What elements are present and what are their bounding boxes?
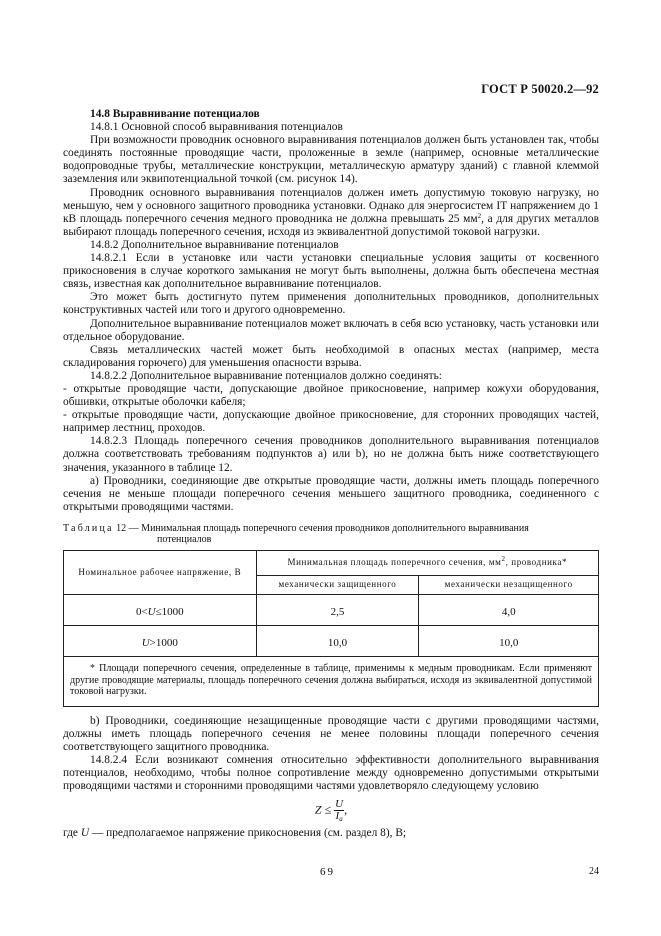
paragraph: а) Проводники, соединяющие две открытые проводящие части, должны иметь площадь поперечного сечения не меньше площади поперечного сечения меньшего защитного проводника, соединенного с открытыми проводящими частями.	[63, 474, 599, 513]
table-caption-line-2: потенциалов	[157, 534, 212, 546]
formula-denominator	[334, 811, 344, 822]
standard-header: ГОСТ Р 50020.2—92	[481, 82, 599, 96]
header-text: , проводника*	[505, 557, 568, 568]
list-item: - открытые проводящие части, допускающие двойное прикосновение, например кожухи оборудования, обшивки, открытые оболочки кабеля;	[63, 382, 599, 409]
cell-protected: 2,5	[256, 594, 419, 625]
voltage-suffix: ≤1000	[155, 605, 184, 618]
cell-voltage	[64, 594, 257, 625]
header-voltage: Номинальное рабочее напряжение, В	[64, 550, 257, 594]
voltage-symbol: U	[141, 636, 150, 649]
section-title: 14.8 Выравнивание потенциалов	[90, 108, 260, 120]
paragraph: Это может быть достигнуто путем применения дополнительных проводников, дополнительных конструктивных частей или того и другого одновременно.	[63, 291, 599, 317]
table-caption-line	[63, 523, 599, 535]
table-12	[63, 550, 599, 707]
voltage-symbol: U	[147, 605, 156, 618]
table-note	[64, 656, 599, 706]
subsection-14-8-2: 14.8.2 Дополнительное выравнивание потенциалов	[90, 238, 339, 251]
paragraph: При возможности проводник основного выравнивания потенциалов должен быть установлен так, чтобы соединять постоянные проводящие части, проложенные в земле (например, основные металлические водопроводные трубы, металлические конструкции, металлическую арматуру зданий) с главной клеммой заземления или эквипотенциальной точкой (см. рисунок 14).	[63, 134, 599, 186]
header-text: Минимальная площадь поперечного сечения, мм	[287, 557, 502, 568]
note-text: * Площади поперечного сечения, определенные в таблице, применимы к медным проводникам. Если применяют другие проводящие материалы, площадь поперечного сечения должна выбираться, исходя из эквивалентной допустимой токовой нагрузки.	[70, 662, 592, 698]
formula-den-var: I	[335, 810, 340, 823]
paragraph: 14.8.2.4 Если возникают сомнения относительно эффективности дополнительного выравнивания потенциалов, необходимо, чтобы полное сопротивление между одновременно допустимыми открытыми проводящими частями и сторонними проводящими частями удовлетворяло следующему условию	[63, 753, 599, 793]
superscript: 2	[501, 555, 506, 564]
paragraph: Связь металлических частей может быть необходимой в опасных местах (например, места складирования горючего) для уменьшения опасности взрыва.	[63, 343, 599, 369]
where-prefix: где	[63, 827, 81, 840]
page-number-center: 69	[320, 866, 335, 878]
formula-comma: ,	[344, 802, 348, 817]
formula-numerator: U	[335, 798, 344, 811]
voltage-prefix: 0<	[135, 605, 148, 618]
document-body	[63, 108, 599, 840]
cell-unprotected: 4,0	[419, 594, 599, 625]
formula	[63, 799, 599, 825]
table-title: 12 — Минимальная площадь поперечного сечения проводников дополнительного выравнивания	[113, 522, 529, 534]
paragraph: b) Проводники, соединяющие незащищенные проводящие части с другими проводящими частями, должны иметь площадь поперечного сечения не менее половины площади поперечного сечения соответствующего защитного проводника.	[63, 714, 599, 753]
paragraph: 14.8.2.1 Если в установке или части установки специальные условия защиты от косвенного прикосновения в случае короткого замыкания не могут быть выполнены, должна быть обеспечена местная связь, известная как дополнительное выравнивание потенциалов.	[63, 252, 599, 291]
subsection-14-8-1: 14.8.1 Основной способ выравнивания потенциалов	[90, 121, 343, 134]
formula-den-sub: a	[339, 815, 343, 824]
header-min-section	[256, 550, 598, 575]
voltage-suffix: >1000	[149, 636, 178, 649]
paragraph	[63, 187, 599, 239]
paragraph: 14.8.2.3 Площадь поперечного сечения проводников дополнительного выравнивания потенциалов должна соответствовать требованиям подпунктов а) или b), но не должна быть ниже соответствующего значения, указанного в таблице 12.	[63, 435, 599, 474]
where-text: — предполагаемое напряжение прикосновения (см. раздел 8), В;	[89, 827, 407, 840]
where-var: U	[80, 827, 90, 840]
table-row	[64, 625, 599, 656]
cell-voltage	[64, 625, 257, 656]
list-item: - открытые проводящие части, допускающие двойное прикосновение, для сторонних проводящих частей, например лестниц, проходов.	[63, 409, 599, 435]
header-unprotected: механически незащищенного	[419, 575, 599, 594]
text-run: Проводник основного выравнивания потенциалов должен иметь допустимую токовую нагрузку, но меньшую, чем у основного защитного проводника установки. Однако для энергосистем IT напряжением до 1 кВ площадь поперечного сечения медного проводника не должна превышать 25 мм	[63, 186, 599, 225]
cell-protected: 10,0	[256, 625, 419, 656]
paragraph: Дополнительное выравнивание потенциалов может включать в себя всю установку, часть установки или отдельное оборудование.	[63, 317, 599, 343]
superscript: 2	[477, 211, 482, 220]
table-label: Таблица	[63, 522, 114, 534]
text-run: , а для других металлов выбирают площадь поперечного сечения, исходя из эквивалентной допустимой токовой нагрузки.	[63, 212, 599, 238]
page-number-right: 24	[589, 866, 599, 877]
table-caption	[63, 523, 599, 546]
formula-fraction	[334, 799, 344, 822]
paragraph: 14.8.2.2 Дополнительное выравнивание потенциалов должно соединять:	[90, 369, 442, 382]
table-row	[64, 594, 599, 625]
cell-unprotected: 10,0	[419, 625, 599, 656]
header-protected: механически защищенного	[256, 575, 419, 594]
formula-lhs: Z ≤	[314, 802, 332, 817]
where-line	[63, 827, 599, 840]
